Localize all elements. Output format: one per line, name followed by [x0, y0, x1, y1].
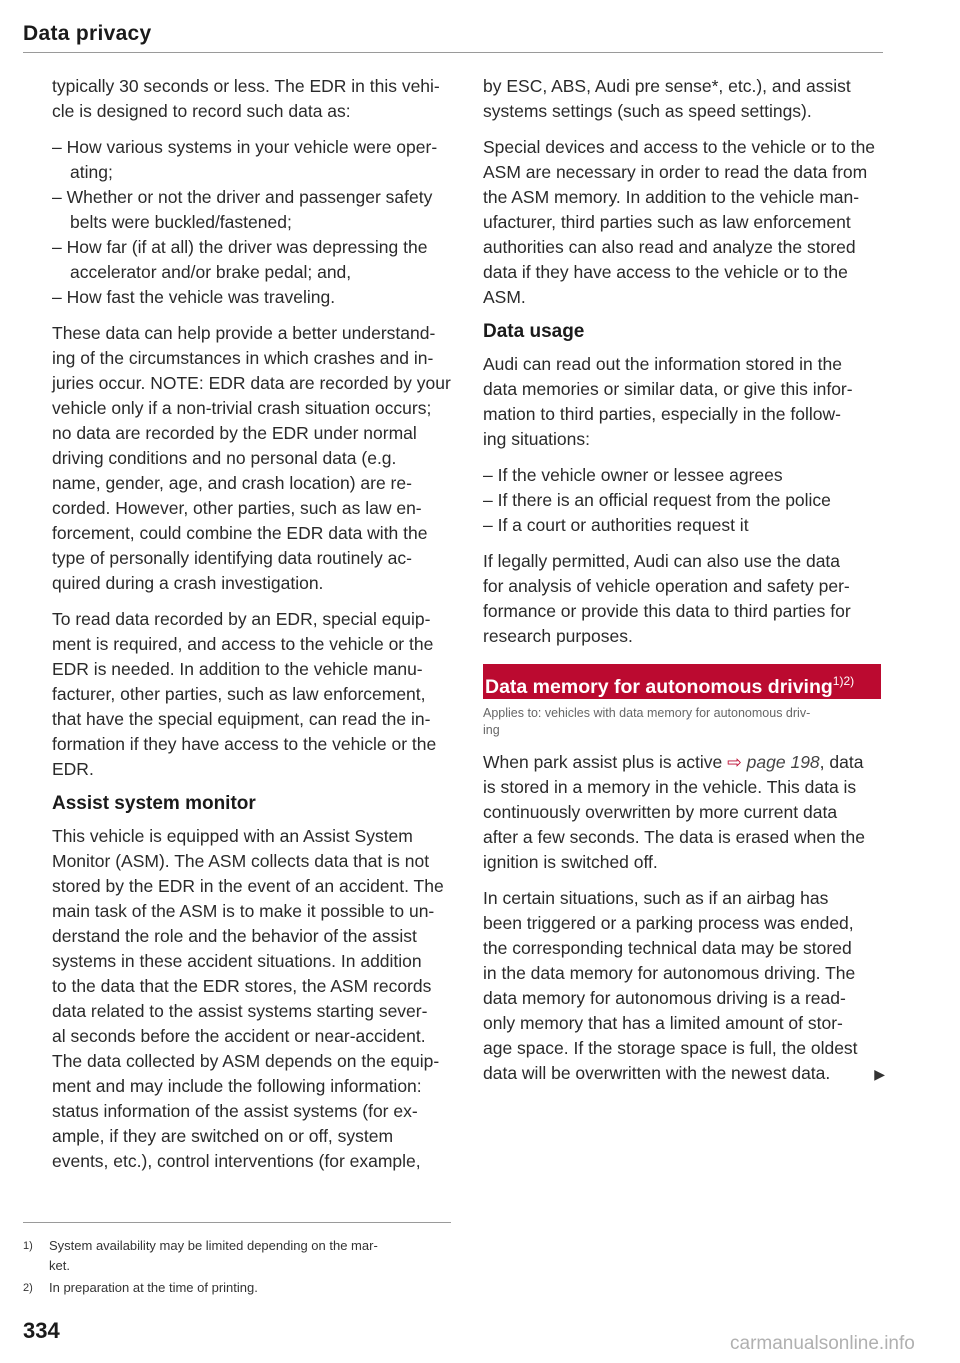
section-banner-autonomous-data-memory	[483, 664, 881, 699]
watermark: carmanualsonline.info	[730, 1333, 915, 1354]
footnote: 2) In preparation at the time of printing.	[23, 1280, 258, 1295]
list-item: – How far (if at all) the driver was depressing the accelerator and/or brake pedal; and,	[52, 237, 428, 282]
data-usage-list	[483, 463, 881, 538]
section-heading-data-usage: Data usage	[483, 321, 585, 342]
park-assist-paragraph: When park assist plus is active ⇨ page 198, data is stored in a memory in the vehicle. This data is continuously overwritten by more current data after a few seconds. The data is erased when the ignition is switched off.	[483, 752, 865, 872]
applies-to-note: Applies to: vehicles with data memory for autonomous driv- ing	[483, 706, 811, 737]
page-number: 334	[23, 1318, 60, 1343]
footnote-divider	[23, 1222, 451, 1223]
list-item: – If a court or authorities request it	[483, 515, 749, 535]
section-heading-assist-system-monitor: Assist system monitor	[52, 793, 256, 814]
list-item: – If the vehicle owner or lessee agrees	[483, 465, 783, 485]
footnote-ref: 1)2)	[832, 674, 855, 688]
list-item: – If there is an official request from the police	[483, 490, 831, 510]
edr-note-paragraph: These data can help provide a better understand- ing of the circumstances in which crashes and in- juries occur. NOTE: EDR data are recorded by your vehicle only if a non-trivial crash situation occurs; no data are recorded by the EDR under normal driving conditions and no personal data (e.g. name, gender, age, and crash location) are re- corded. However, other parties, such as law en- forcement, could combine the EDR data with the type of personally identifying data routinely ac- quired during a crash investigation.	[52, 323, 451, 593]
intro-paragraph: typically 30 seconds or less. The EDR in this vehi- cle is designed to record such data as:	[52, 76, 440, 121]
asm-continued-paragraph: by ESC, ABS, Audi pre sense*, etc.), and assist systems settings (such as speed settings).	[483, 76, 851, 121]
asm-access-paragraph: Special devices and access to the vehicle or to the ASM are necessary in order to read the data from the ASM memory. In addition to the vehicle man- ufacturer, third parties such as law enforcement authorities can also read and analyze the stored data if they have access to the vehicle or to the ASM.	[483, 137, 876, 307]
cross-reference-arrow-icon: ⇨	[727, 752, 742, 772]
data-usage-paragraph: Audi can read out the information stored in the data memories or similar data, or give this infor- mation to third parties, especially in the follow- ing situations:	[483, 354, 853, 449]
continue-arrow-icon: ▶	[874, 1066, 886, 1082]
list-item: – How fast the vehicle was traveling.	[52, 287, 336, 307]
legal-use-paragraph: If legally permitted, Audi can also use the data for analysis of vehicle operation and safety per- formance or provide this data to third parties for research purposes.	[483, 551, 851, 646]
left-column	[52, 74, 452, 1174]
list-item: – How various systems in your vehicle were oper- ating;	[52, 137, 438, 182]
asm-paragraph: This vehicle is equipped with an Assist System Monitor (ASM). The ASM collects data that is not stored by the EDR in the event of an accident. The main task of the ASM is to make it possible to un- derstand the role and the behavior of the assist systems in these accident situations. In addition to the data that the EDR stores, the ASM records data related to the assist systems starting sever- al seconds before the accident or near-accident. The data collected by ASM depends on the equip- ment and may include the following information: status information of the assist systems (for ex- ample, if they are switched on or off, system events, etc.), control interventions (for example,	[52, 826, 444, 1171]
footnote: 1) System availability may be limited depending on the mar- ket.	[23, 1238, 378, 1273]
right-column	[483, 74, 886, 1086]
airbag-memory-paragraph: In certain situations, such as if an airbag has been triggered or a parking process was ended, the corresponding technical data may be stored in the data memory for autonomous driving. The data memory for autonomous driving is a read- only memory that has a limited amount of stor- age space. If the storage space is full, the oldest data will be overwritten with the newest data. ▶	[483, 886, 881, 1086]
header-divider	[23, 52, 883, 53]
edr-read-paragraph: To read data recorded by an EDR, special equip- ment is required, and access to the vehicle or the EDR is needed. In addition to the vehicle manu- facturer, other parties, such as law enforcement, that have the special equipment, can read the in- formation if they have access to the vehicle or the EDR.	[52, 609, 437, 779]
list-item: – Whether or not the driver and passenger safety belts were buckled/fastened;	[52, 187, 433, 232]
edr-record-list	[52, 135, 452, 310]
page-header-title: Data privacy	[23, 22, 152, 45]
page-link[interactable]: ⇨ page 198	[727, 752, 820, 772]
banner-title: Data memory for autonomous driving	[485, 676, 833, 698]
